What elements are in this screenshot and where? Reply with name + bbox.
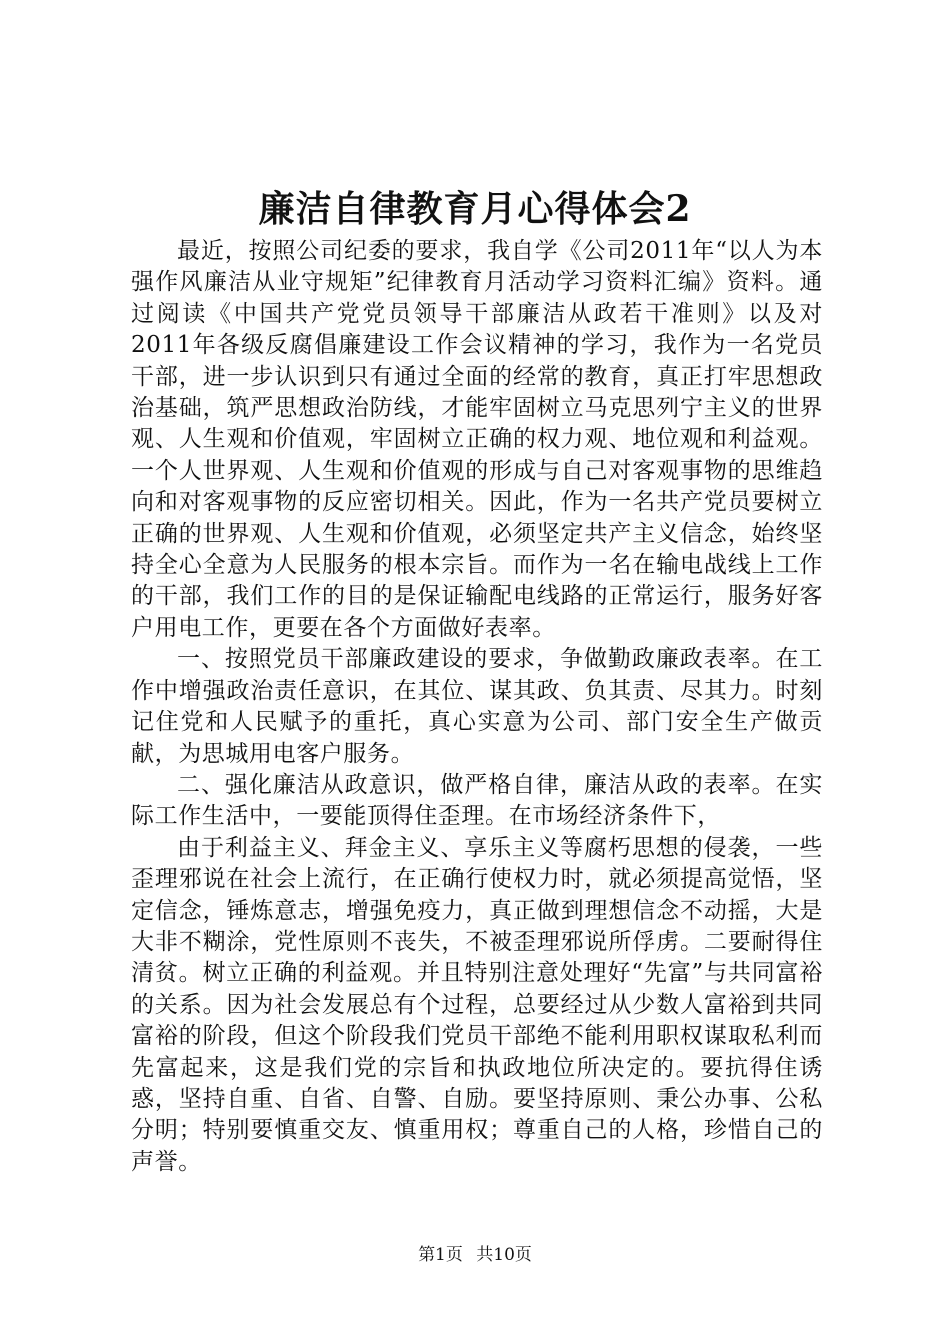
paragraph-point-two: 二、强化廉洁从政意识，做严格自律，廉洁从政的表率。在实际工作生活中，一要能顶得住歪理。在市场经济条件下，	[131, 771, 823, 830]
paragraph-point-one: 一、按照党员干部廉政建设的要求，争做勤政廉政表率。在工作中增强政治责任意识，在其位、谋其政、负其责、尽其力。时刻记住党和人民赋予的重托，真心实意为公司、部门安全生产做贡献，为思城用电客户服务。	[131, 646, 823, 767]
paragraph-intro: 最近，按照公司纪委的要求，我自学《公司2011年“以人为本强作风廉洁从业守规矩”纪律教育月活动学习资料汇编》资料。通过阅读《中国共产党党员领导干部廉洁从政若干准则》以及对2011年各级反腐倡廉建设工作会议精神的学习，我作为一名党员干部，进一步认识到只有通过全面的经常的教育，真正打牢思想政治基础，筑严思想政治防线，才能牢固树立马克思列宁主义的世界观、人生观和价值观，牢固树立正确的权力观、地位观和利益观。一个人世界观、人生观和价值观的形成与自己对客观事物的思维趋向和对客观事物的反应密切相关。因此，作为一名共产党员要树立正确的世界观、人生观和价值观，必须坚定共产主义信念，始终坚持全心全意为人民服务的根本宗旨。而作为一名在输电战线上工作的干部，我们工作的目的是保证输配电线路的正常运行，服务好客户用电工作，更要在各个方面做好表率。	[131, 238, 823, 641]
document-body	[131, 236, 823, 1178]
paragraph-continuation: 由于利益主义、拜金主义、享乐主义等腐朽思想的侵袭，一些歪理邪说在社会上流行，在正确行使权力时，就必须提高觉悟，坚定信念，锤炼意志，增强免疫力，真正做到理想信念不动摇，大是大非不糊涂，党性原则不丧失，不被歪理邪说所俘虏。二要耐得住清贫。树立正确的利益观。并且特别注意处理好“先富”与共同富裕的关系。因为社会发展总有个过程，总要经过从少数人富裕到共同富裕的阶段，但这个阶段我们党员干部绝不能利用职权谋取私利而先富起来，这是我们党的宗旨和执政地位所决定的。要抗得住诱惑，坚持自重、自省、自警、自励。要坚持原则、秉公办事、公私分明；特别要慎重交友、慎重用权；尊重自己的人格，珍惜自己的声誉。	[131, 834, 823, 1175]
page-number: 第1页	[418, 1245, 463, 1265]
page-total: 共10页	[476, 1245, 532, 1265]
document-title: 廉洁自律教育月心得体会2	[258, 188, 692, 230]
page-footer	[0, 1244, 950, 1266]
